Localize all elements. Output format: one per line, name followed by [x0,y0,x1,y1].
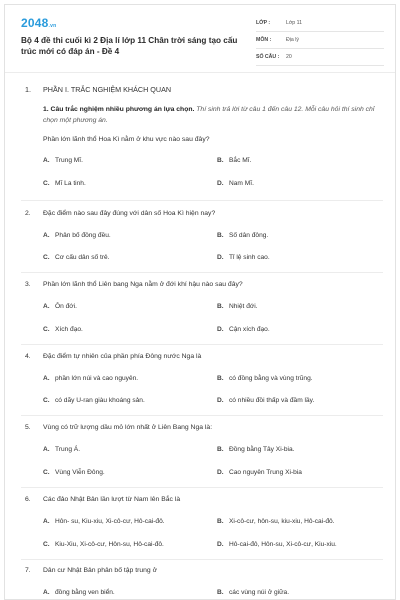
option-letter: A. [43,589,50,596]
question-number: 6. [25,496,31,503]
meta-table [256,15,384,66]
option-letter: D. [217,254,224,261]
option-7b[interactable] [217,589,289,596]
divider [21,344,383,345]
option-text: Trung Mĩ. [55,157,83,164]
question-text: Dân cư Nhật Bản phân bố tập trung ở [43,567,158,574]
option-letter: B. [217,303,224,310]
instructions [43,104,383,126]
meta-row-subject [256,32,384,49]
option-letter: A. [43,232,50,239]
instruction-bold: 1. Câu trắc nghiệm nhiều phương án lựa chọn. [43,106,195,113]
option-letter: C. [43,254,50,261]
option-text: Trung Á. [55,446,81,453]
option-1c[interactable] [43,180,86,187]
option-text: Hô-cai-đô, Hôn-su, Xi-cô-cư, Kiu-xiu. [229,541,337,548]
divider [21,559,383,560]
option-letter: C. [43,397,50,404]
meta-row-class [256,15,384,32]
option-letter: D. [217,326,224,333]
question-text: Phần lớn lãnh thổ Liên bang Nga nằm ở đới khí hậu nào sau đây? [43,281,243,288]
option-letter: A. [43,303,50,310]
meta-value: Địa lý [286,37,299,43]
divider [21,272,383,273]
divider [21,415,383,416]
option-3a[interactable] [43,303,77,310]
option-text: Mĩ La tinh. [55,180,86,187]
option-text: Kiu-Xiu, Xi-cô-cư, Hôn-su, Hô-cai-đô. [55,541,164,548]
logo-text: 2048 [21,16,49,30]
question-5 [25,424,212,431]
question-4 [25,353,201,360]
option-1d[interactable] [217,180,254,187]
option-5d[interactable] [217,469,302,476]
option-text: Đồng bằng Tây Xi-bia. [229,446,295,453]
option-letter: A. [43,518,50,525]
option-text: có dãy U-ran giàu khoáng sản. [55,397,145,404]
document-page [4,4,396,600]
option-2c[interactable] [43,254,110,261]
option-text: Cận xích đạo. [229,326,270,333]
question-7 [25,567,157,574]
question-number: 5. [25,424,31,431]
option-letter: B. [217,446,224,453]
option-text: Vùng Viễn Đông. [55,469,105,476]
question-text: Các đảo Nhật Bản lần lượt từ Nam lên Bắc là [43,496,181,503]
option-letter: D. [217,180,224,187]
option-4b[interactable] [217,375,313,382]
option-3b[interactable] [217,303,258,310]
question-2 [25,210,215,217]
option-text: Số dân đông. [229,232,269,239]
option-text: Xi-cô-cư, hôn-su, kiu-xiu, Hô-cai-đô. [229,518,335,525]
option-text: Cao nguyên Trung Xi-bia [229,469,302,476]
option-1a[interactable] [43,157,83,164]
option-text: Hôn- su, Kiu-xiu, Xi-cô-cư, Hô-cai-đô. [55,518,165,525]
instruction-italic: Thí sinh trả lời từ câu 1 đến câu 12. Mỗi câu hỏi thí sinh chỉ chọn một phương án. [43,106,375,124]
meta-label: MÔN : [256,37,272,43]
question-text: Vùng có trữ lượng dầu mỏ lớn nhất ở Liên Bang Nga là: [43,424,213,431]
question-number: 7. [25,567,31,574]
option-letter: B. [217,518,224,525]
question-text: Đặc điểm nào sau đây đúng với dân số Hoa Kì hiện nay? [43,210,216,217]
option-letter: C. [43,180,50,187]
logo-suffix: .vn [48,23,57,29]
option-3c[interactable] [43,326,83,333]
question-3 [25,281,243,288]
question-number: 4. [25,353,31,360]
option-text: Ôn đới. [55,303,77,310]
document-title: Bộ 4 đề thi cuối kì 2 Địa lí lớp 11 Chân trời sáng tạo cấu trúc mới có đáp án - Đề 4 [21,36,238,56]
meta-value: 20 [286,54,292,60]
meta-label: LỚP : [256,20,271,26]
question-number: 2. [25,210,31,217]
option-1b[interactable] [217,157,251,164]
option-4d[interactable] [217,397,314,404]
option-4a[interactable] [43,375,138,382]
option-7a[interactable] [43,589,115,596]
option-text: Tỉ lệ sinh cao. [229,254,270,261]
option-text: đồng bằng ven biển. [55,589,115,596]
option-5c[interactable] [43,469,105,476]
option-letter: C. [43,326,50,333]
option-3d[interactable] [217,326,270,333]
option-letter: B. [217,375,224,382]
option-text: phần lớn núi và cao nguyên. [55,375,139,382]
option-5a[interactable] [43,446,80,453]
document-header [5,5,396,73]
option-6c[interactable] [43,541,164,548]
option-text: Xích đạo. [55,326,83,333]
question-number: 3. [25,281,31,288]
option-text: có đồng bằng và vùng trũng. [229,375,313,382]
option-5b[interactable] [217,446,295,453]
option-6d[interactable] [217,541,337,548]
option-4c[interactable] [43,397,145,404]
question-text: Phần lớn lãnh thổ Hoa Kì nằm ở khu vực nào sau đây? [43,136,210,143]
divider [21,487,383,488]
option-2d[interactable] [217,254,270,261]
option-letter: C. [43,541,50,548]
meta-label: SỐ CÂU : [256,54,280,60]
section-number: 1. [25,85,31,94]
option-text: Cơ cấu dân số trẻ. [55,254,110,261]
option-letter: B. [217,589,224,596]
option-letter: D. [217,469,224,476]
option-letter: D. [217,541,224,548]
option-text: Nam Mĩ. [229,180,254,187]
section-title: PHẦN I. TRẮC NGHIỆM KHÁCH QUAN [43,85,172,94]
divider [21,200,383,201]
meta-value: Lớp 11 [286,20,302,26]
option-letter: A. [43,157,50,164]
site-logo[interactable] [21,16,56,30]
option-letter: B. [217,232,224,239]
option-text: các vùng núi ở giữa. [229,589,290,596]
option-letter: B. [217,157,224,164]
question-text: Đặc điểm tự nhiên của phần phía Đông nước Nga là [43,353,202,360]
option-letter: A. [43,446,50,453]
question-1 [43,136,210,143]
question-6 [25,496,180,503]
option-text: có nhiều đồi thấp và đầm lầy. [229,397,315,404]
option-2b[interactable] [217,232,268,239]
option-text: Phân bố đồng đều. [55,232,111,239]
option-text: Bắc Mĩ. [229,157,252,164]
option-text: Nhiệt đới. [229,303,258,310]
option-letter: D. [217,397,224,404]
meta-row-count [256,49,384,66]
option-2a[interactable] [43,232,111,239]
section-heading [25,85,171,94]
option-6b[interactable] [217,518,335,525]
option-letter: A. [43,375,50,382]
option-6a[interactable] [43,518,165,525]
option-letter: C. [43,469,50,476]
